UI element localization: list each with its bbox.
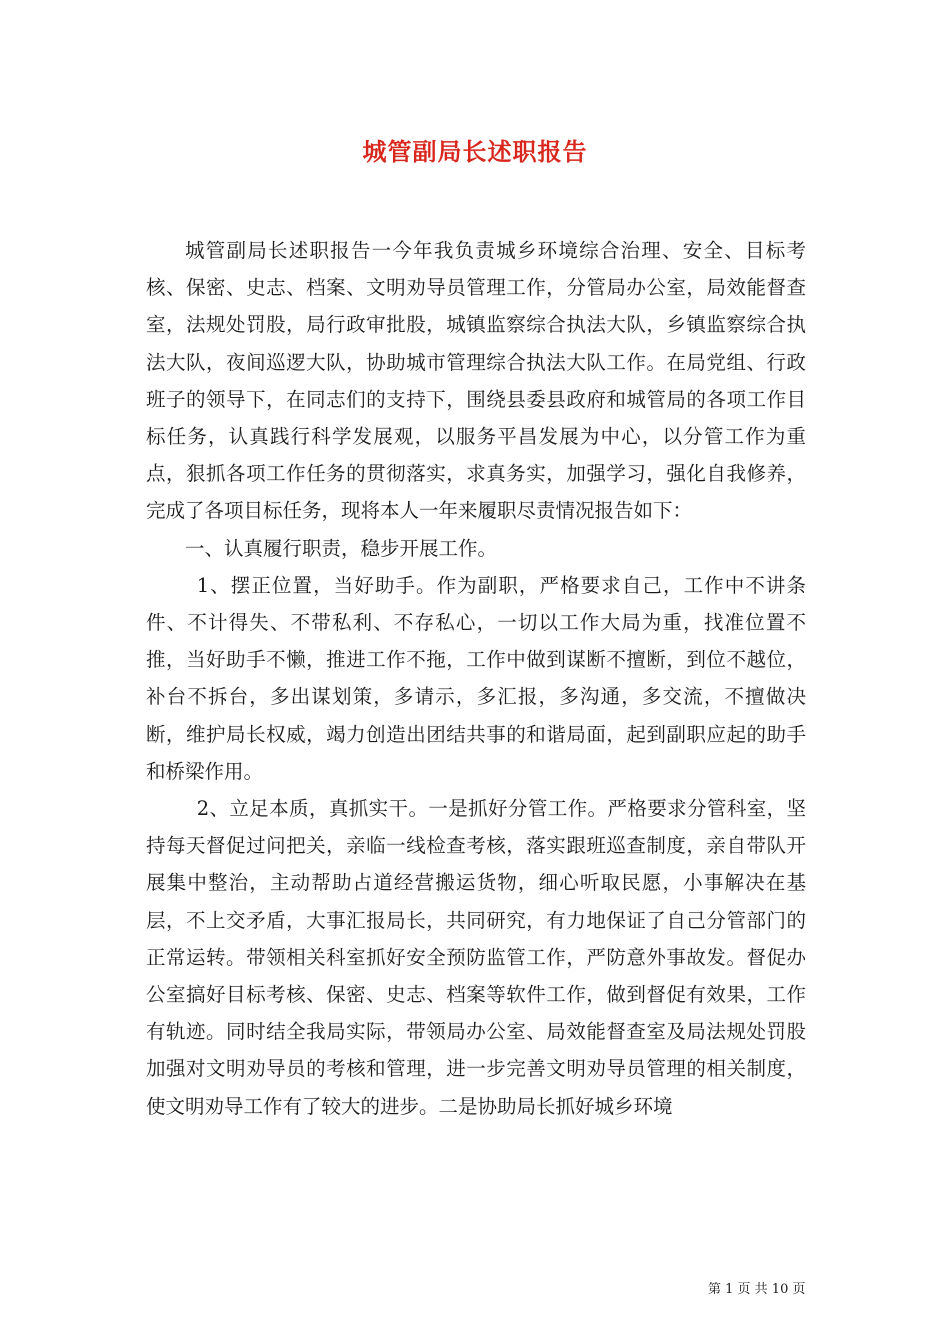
paragraph-item-2: 2、立足本质，真抓实干。一是抓好分管工作。严格要求分管科室，坚持每天督促过问把关，亲临一线检查考核，落实跟班巡查制度，亲自带队开展集中整治，主动帮助占道经营搬运货物，细心听取民愿，小事解决在基层，不上交矛盾，大事汇报局长，共同研究，有力地保证了自己分管部门的正常运转。带领相关科室抓好安全预防监管工作，严防意外事故发。督促办公室搞好目标考核、保密、史志、档案等软件工作，做到督促有效果，工作有轨迹。同时结全我局实际，带领局办公室、局效能督查室及局法规处罚股加强对文明劝导员的考核和管理，进一步完善文明劝导员管理的相关制度，使文明劝导工作有了较大的进步。二是协助局长抓好城乡环境 [146,797,806,1118]
section-heading: 一、认真履行职责，稳步开展工作。 [185,536,498,560]
paragraph-intro: 城管副局长述职报告一今年我负责城乡环境综合治理、安全、目标考核、保密、史志、档案、文明劝导员管理工作，分管局办公室，局效能督查室，法规处罚股，局行政审批股，城镇监察综合执法大队，乡镇监察综合执法大队，夜间巡逻大队，协助城市管理综合执法大队工作。在局党组、行政班子的领导下，在同志们的支持下，围绕县委县政府和城管局的各项工作目标任务，认真践行科学发展观，以服务平昌发展为中心，以分管工作为重点，狠抓各项工作任务的贯彻落实，求真务实，加强学习，强化自我修养，完成了各项目标任务，现将本人一年来履职尽责情况报告如下： [146,239,806,523]
document-body [146,232,806,1125]
page-number-footer: 第 1 页 共 10 页 [708,1282,806,1297]
paragraph-item-1: 1、摆正位置，当好助手。作为副职，严格要求自己，工作中不讲条件、不计得失、不带私利、不存私心，一切以工作大局为重，找准位置不推，当好助手不懒，推进工作不拖，工作中做到谋断不擅断，到位不越位，补台不拆台，多出谋划策，多请示，多汇报，多沟通，多交流，不擅做决断，维护局长权威，竭力创造出团结共事的和谐局面，起到副职应起的助手和桥梁作用。 [146,573,806,783]
document-title: 城管副局长述职报告 [362,137,588,166]
